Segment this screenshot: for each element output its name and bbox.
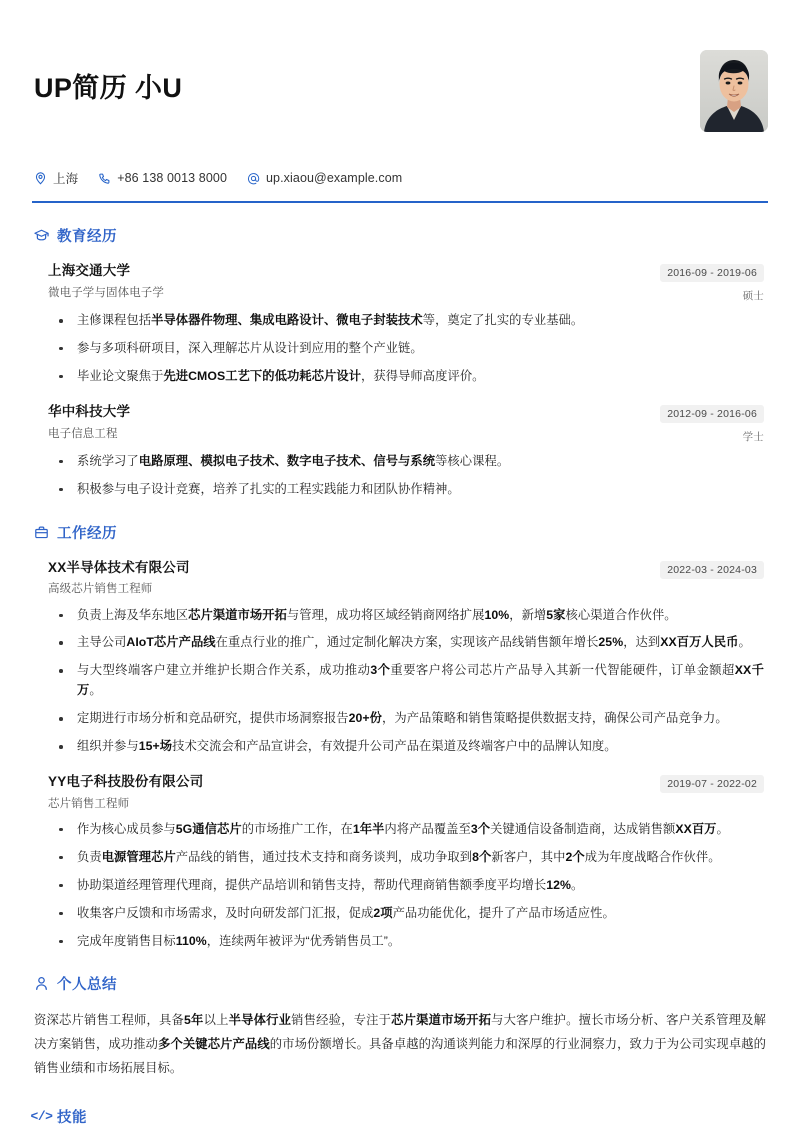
entry-degree: 硕士 xyxy=(742,290,764,302)
briefcase-icon xyxy=(34,525,49,540)
entry-role: 微电子学与固体电子学 xyxy=(48,286,164,299)
list-item: 协助渠道经理管理代理商，提供产品培训和销售支持，帮助代理商销售额季度平均增长12%。 xyxy=(48,876,764,896)
location-pin-icon xyxy=(34,172,47,185)
summary-text: 资深芯片销售工程师，具备5年以上半导体行业销售经验，专注于芯片渠道市场开拓与大客户维护。擅长市场分析、客户关系管理及解决方案销售，成功推动多个关键芯片产品线的市场份额增长。具备卓越的沟通谈判能力和深厚的行业洞察力，致力于为公司实现卓越的销售业绩和市场拓展目标。 xyxy=(34,1013,766,1075)
entry-right xyxy=(660,262,764,303)
list-item: 系统学习了电路原理、模拟电子技术、数字电子技术、信号与系统等核心课程。 xyxy=(48,452,764,472)
section-title-work: 工作经历 xyxy=(57,525,117,542)
entry-right xyxy=(660,403,764,444)
entry-bullet-list xyxy=(48,311,764,387)
list-item: 积极参与电子设计竞赛，培养了扎实的工程实践能力和团队协作精神。 xyxy=(48,480,764,500)
entry-degree: 学士 xyxy=(742,430,764,443)
list-item: 主导公司AIoT芯片产品线在重点行业的推广，通过定制化解决方案，实现该产品线销售额年增长25%，达到XX百万人民币。 xyxy=(48,633,764,653)
contact-row xyxy=(34,169,770,187)
person-icon xyxy=(34,976,49,991)
section-skills xyxy=(30,1106,770,1127)
list-item: 参与多项科研项目，深入理解芯片从设计到应用的整个产业链。 xyxy=(48,339,764,359)
contact-location-text: 上海 xyxy=(53,172,79,186)
section-header-work xyxy=(34,522,770,543)
avatar xyxy=(700,50,768,132)
header-left xyxy=(30,50,700,106)
list-item: 负责电源管理芯片产品线的销售，通过技术支持和商务谈判，成功争取到8个新客户，其中2个成为年度战略合作伙伴。 xyxy=(48,848,764,868)
entry-right xyxy=(660,773,764,793)
page-title: UP简历 小U xyxy=(34,73,183,103)
entry-organization: XX半导体技术有限公司 xyxy=(48,559,190,575)
entry-organization: YY电子科技股份有限公司 xyxy=(48,773,204,789)
list-item: 与大型终端客户建立并维护长期合作关系，成功推动3个重要客户将公司芯片产品导入其新一代智能硬件，订单金额超XX千万。 xyxy=(48,661,764,701)
section-title-skills: 技能 xyxy=(57,1110,87,1127)
header-divider xyxy=(32,201,768,203)
entry-top xyxy=(48,773,764,812)
section-title-education: 教育经历 xyxy=(57,229,117,245)
list-item: 组织并参与15+场技术交流会和产品宣讲会，有效提升公司产品在渠道及终端客户中的品牌认知度。 xyxy=(48,737,764,757)
list-item: 负责上海及华东地区芯片渠道市场开拓与管理，成功将区域经销商网络扩展10%，新增5家核心渠道合作伙伴。 xyxy=(48,606,764,626)
contact-item-location xyxy=(34,169,78,187)
entry-left xyxy=(48,262,644,301)
sections-root xyxy=(30,225,770,951)
entry-education xyxy=(30,403,770,500)
entry-top xyxy=(48,262,764,303)
entry-work xyxy=(30,773,770,952)
list-item: 作为核心成员参与5G通信芯片的市场推广工作，在1年半内将产品覆盖至3个关键通信设备制造商，达成销售额XX百万。 xyxy=(48,820,764,840)
entry-work xyxy=(30,559,770,757)
entry-date-badge: 2016-09 - 2019-06 xyxy=(660,264,764,282)
entry-left xyxy=(48,773,644,812)
section-work xyxy=(30,522,770,952)
list-item: 定期进行市场分析和竞品研究，提供市场洞察报告20+份，为产品策略和销售策略提供数据支持，确保公司产品竞争力。 xyxy=(48,709,764,729)
section-header-summary xyxy=(34,973,770,994)
entry-top xyxy=(48,559,764,598)
entry-bullet-list xyxy=(48,820,764,952)
contact-phone-text: +86 138 0013 8000 xyxy=(117,171,227,185)
entry-bullet-list xyxy=(48,606,764,757)
graduation-cap-icon xyxy=(34,228,49,243)
entry-role: 高级芯片销售工程师 xyxy=(48,583,153,596)
list-item: 毕业论文聚焦于先进CMOS工艺下的低功耗芯片设计，获得导师高度评价。 xyxy=(48,367,764,387)
entry-education xyxy=(30,262,770,387)
entry-role: 芯片销售工程师 xyxy=(48,797,130,810)
email-at-icon xyxy=(247,172,260,185)
section-summary xyxy=(30,973,770,1080)
section-title-summary: 个人总结 xyxy=(57,977,117,994)
entry-left xyxy=(48,403,644,442)
resume-header xyxy=(30,46,770,132)
entry-right xyxy=(660,559,764,579)
entry-organization: 华中科技大学 xyxy=(48,403,131,419)
entry-date-badge: 2022-03 - 2024-03 xyxy=(660,561,764,579)
section-header-education xyxy=(34,225,770,246)
section-education xyxy=(30,225,770,500)
entry-date-badge: 2019-07 - 2022-02 xyxy=(660,775,764,793)
entry-bullet-list xyxy=(48,452,764,500)
list-item: 主修课程包括半导体器件物理、集成电路设计、微电子封装技术等，奠定了扎实的专业基础。 xyxy=(48,311,764,331)
list-item: 完成年度销售目标110%，连续两年被评为“优秀销售员工”。 xyxy=(48,932,764,952)
entry-date-badge: 2012-09 - 2016-06 xyxy=(660,405,764,423)
contact-email-text: up.xiaou@example.com xyxy=(266,171,403,185)
code-brackets-icon: </> xyxy=(30,1109,53,1125)
entry-top xyxy=(48,403,764,444)
list-item: 收集客户反馈和市场需求，及时向研发部门汇报，促成2项产品功能优化，提升了产品市场适应性。 xyxy=(48,904,764,924)
section-header-skills xyxy=(30,1106,770,1127)
contact-item-email xyxy=(247,171,402,185)
entry-organization: 上海交通大学 xyxy=(48,263,131,278)
entry-left xyxy=(48,559,644,598)
contact-item-phone xyxy=(98,171,227,185)
phone-icon xyxy=(98,172,111,185)
entry-role: 电子信息工程 xyxy=(48,427,118,440)
